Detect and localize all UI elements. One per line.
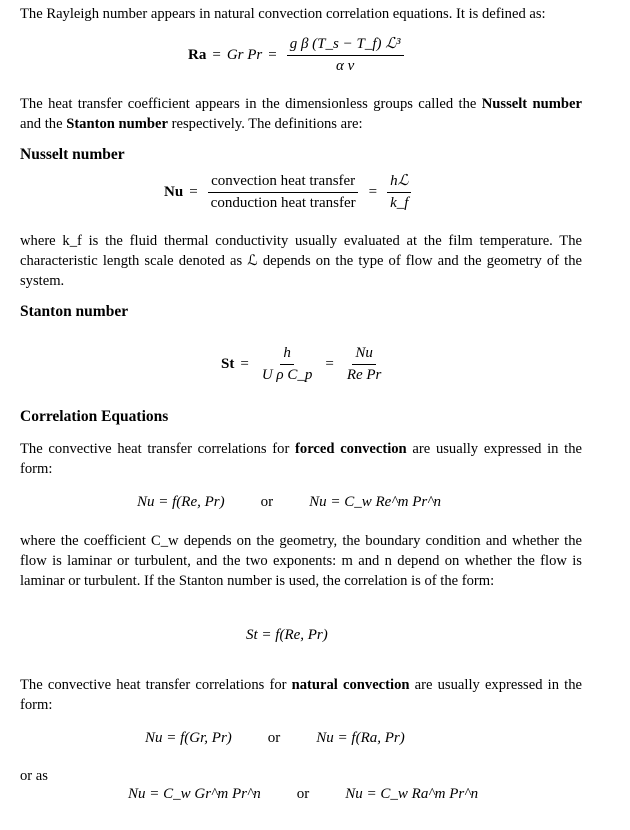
htc-text-1: The heat transfer coefficient appears in the dimensionless groups called the	[20, 96, 482, 112]
natural-text-2: are usually expressed in the form:	[20, 677, 583, 713]
forced-text-1: The convective heat transfer correlations for	[20, 441, 296, 457]
natural-eq-1: Nu = f(Gr, Pr)	[145, 730, 232, 746]
natural-text-1: The convective heat transfer correlations for	[20, 677, 292, 693]
natural-eq-4: Nu = C_w Ra^m Pr^n	[345, 786, 479, 802]
stanton-fraction-1	[259, 345, 316, 384]
natural-paragraph	[20, 675, 582, 715]
nusselt-num-words: convection heat transfer	[208, 173, 358, 193]
stanton-num-1: h	[280, 345, 294, 365]
stanton-corr-eq: St = f(Re, Pr)	[246, 627, 328, 643]
intro-paragraph: The Rayleigh number appears in natural convection correlation equations. It is defined as:	[20, 6, 546, 22]
stanton-heading: Stanton number	[20, 303, 129, 320]
natural-bold: natural convection	[291, 677, 410, 693]
forced-paragraph	[20, 439, 582, 479]
nusselt-lhs: Nu	[164, 184, 184, 200]
natural-eq-3: Nu = C_w Gr^m Pr^n	[128, 786, 261, 802]
forced-eq-1: Nu = f(Re, Pr)	[137, 494, 225, 510]
htc-text-2: and the	[20, 116, 67, 132]
nusselt-den-symbol: k_f	[390, 195, 409, 211]
forced-text-2: are usually expressed in the form:	[20, 441, 582, 477]
nusselt-den-words: conduction heat transfer	[210, 195, 356, 211]
stanton-den-1: U ρ C_p	[261, 367, 313, 383]
or-as-label: or as	[20, 768, 48, 784]
htc-bold-stanton: Stanton number	[66, 116, 168, 132]
forced-eq-2: Nu = C_w Re^m Pr^n	[309, 494, 442, 510]
nusselt-heading: Nusselt number	[20, 146, 125, 163]
forced-equations	[137, 494, 441, 511]
stanton-num-2: Nu	[352, 345, 376, 365]
correlation-heading: Correlation Equations	[20, 408, 169, 425]
htc-text-3: respectively. The definitions are:	[167, 116, 363, 132]
rayleigh-lhs: Ra	[188, 47, 207, 63]
stanton-equation: St = $\frac{h}{\text{U ρ C\_p}}$ = $\frac{Nu}{\text{Re Pr}}$	[221, 345, 388, 384]
nusselt-fraction-symbols	[387, 173, 411, 212]
rayleigh-gr-pr: Gr Pr	[226, 47, 263, 63]
forced-or: or	[260, 494, 274, 510]
nusselt-fraction-words	[208, 173, 359, 212]
forced-bold: forced convection	[295, 441, 407, 457]
nusselt-description: where k_f is the fluid thermal conductivity usually evaluated at the film temperature. The characteristic length scale denoted as ℒ depends on the type of flow and the geometry of the system.	[20, 233, 582, 289]
nusselt-num-symbol: hℒ	[387, 173, 411, 193]
stanton-lhs: St	[221, 356, 235, 372]
htc-bold-nusselt: Nusselt number	[481, 96, 583, 112]
natural-or-2: or	[296, 786, 310, 802]
rayleigh-equation: Ra = Gr Pr = $\frac{\text{g β (T\_s − T\_f) ℒ³}}{\text{α ν}}$	[188, 36, 408, 75]
natural-equations-1	[145, 730, 405, 747]
nusselt-equation: Nu = $\frac{\text{convection heat transfer}}{\text{conduction heat transfer}}$ = $\frac{\text{hℒ}}{k\_f}$	[164, 173, 415, 212]
coefficient-paragraph: where the coefficient C_w depends on the geometry, the boundary condition and whether the flow is laminar or turbulent, and the two exponents: m and n depend on whether the flow is laminar or turbulent. If the Stanton number is used, the correlation is of the form:	[20, 533, 582, 589]
stanton-correlation	[246, 627, 328, 644]
rayleigh-denominator: α ν	[335, 58, 355, 74]
natural-or-1: or	[267, 730, 281, 746]
stanton-fraction-2	[344, 345, 385, 384]
stanton-den-2: Re Pr	[346, 367, 382, 383]
natural-eq-2: Nu = f(Ra, Pr)	[316, 730, 405, 746]
natural-equations-2	[128, 786, 478, 803]
rayleigh-numerator: g β (T_s − T_f) ℒ³	[287, 36, 404, 56]
rayleigh-fraction	[287, 36, 404, 75]
htc-paragraph	[20, 94, 582, 134]
